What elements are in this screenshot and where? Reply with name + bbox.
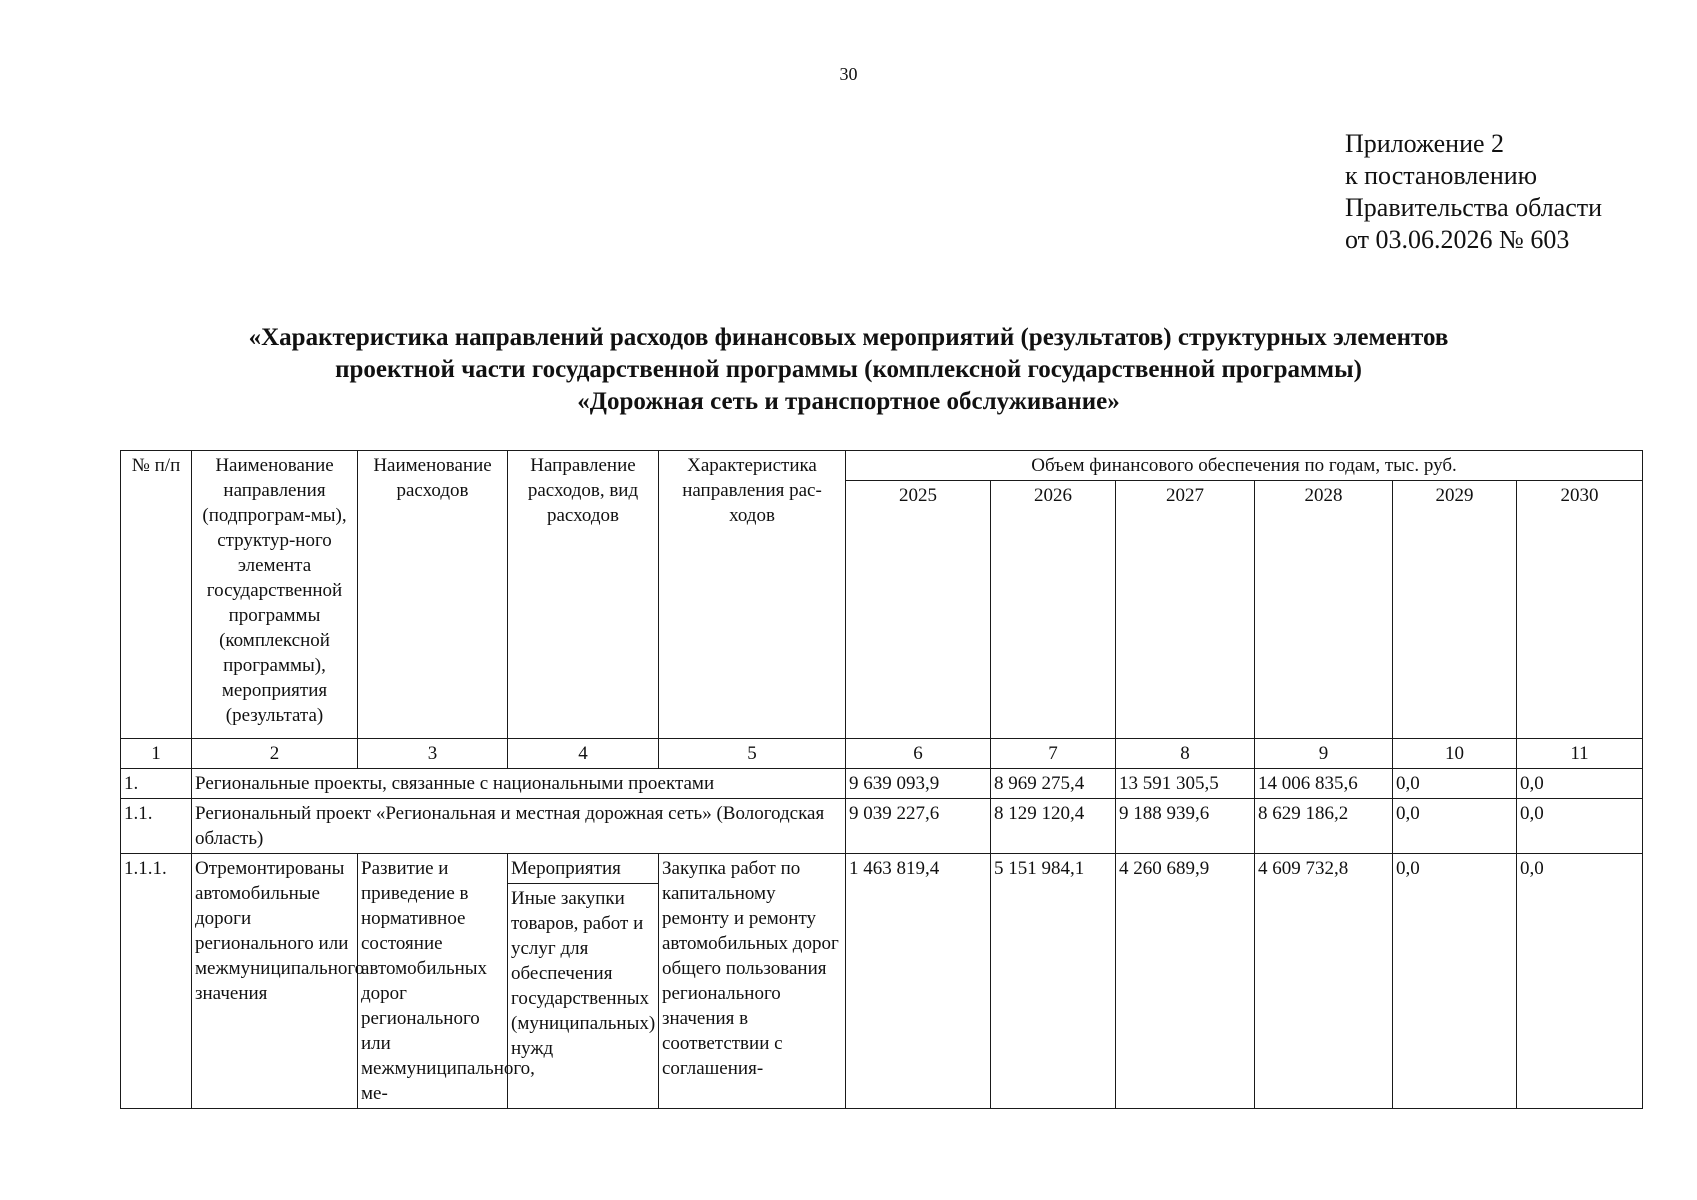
row-value: 13 591 305,5 — [1116, 769, 1255, 799]
appendix-line: Приложение 2 — [1345, 129, 1505, 158]
header-funding-group: Объем финансового обеспечения по годам, тыс. руб. — [846, 451, 1643, 481]
row-value: 8 629 186,2 — [1255, 799, 1393, 854]
title-line: «Дорожная сеть и транспортное обслуживание» — [577, 388, 1120, 415]
appendix-block — [1345, 128, 1602, 256]
column-number: 4 — [508, 739, 659, 769]
column-number: 9 — [1255, 739, 1393, 769]
row-value: 14 006 835,6 — [1255, 769, 1393, 799]
column-number: 3 — [358, 739, 508, 769]
row-value: 0,0 — [1393, 769, 1517, 799]
row-value: 9 039 227,6 — [846, 799, 991, 854]
row-value: 0,0 — [1393, 854, 1517, 1109]
row-value: 0,0 — [1517, 854, 1643, 1109]
row-characteristic: Закупка работ по капитальному ремонту и ремонту автомобильных дорог общего пользования регионального значения в соответствии с соглашения- — [659, 854, 846, 1109]
column-number-row — [121, 739, 1643, 769]
table-row — [121, 799, 1643, 854]
row-number: 1.1.1. — [121, 854, 192, 1109]
row-value: 0,0 — [1393, 799, 1517, 854]
row-name: Региональный проект «Региональная и местная дорожная сеть» (Вологодская область) — [192, 799, 846, 854]
column-number: 8 — [1116, 739, 1255, 769]
header-row-1 — [121, 451, 1643, 481]
column-number: 11 — [1517, 739, 1643, 769]
header-year: 2028 — [1255, 481, 1393, 739]
row-name: Отремонтированы автомобильные дороги регионального или межмуниципального значения — [192, 854, 358, 1109]
table-row — [121, 854, 1643, 1109]
row-value: 0,0 — [1517, 769, 1643, 799]
header-year: 2029 — [1393, 481, 1517, 739]
appendix-line: к постановлению — [1345, 161, 1538, 190]
row-value: 9 639 093,9 — [846, 769, 991, 799]
title-line: «Характеристика направлений расходов финансовых мероприятий (результатов) структурных элементов — [248, 324, 1449, 351]
header-year: 2030 — [1517, 481, 1643, 739]
direction-type: Мероприятия — [508, 854, 658, 884]
header-year: 2027 — [1116, 481, 1255, 739]
header-characteristic: Характеристика направления рас-ходов — [659, 451, 846, 739]
column-number: 6 — [846, 739, 991, 769]
column-number: 5 — [659, 739, 846, 769]
column-number: 7 — [991, 739, 1116, 769]
column-number: 2 — [192, 739, 358, 769]
appendix-line: от 03.06.2026 № 603 — [1345, 225, 1570, 254]
header-year: 2026 — [991, 481, 1116, 739]
title-line: проектной части государственной программы (комплексной государственной программы) — [335, 356, 1362, 383]
row-value: 0,0 — [1517, 799, 1643, 854]
column-number: 10 — [1393, 739, 1517, 769]
appendix-line: Правительства области — [1345, 193, 1603, 222]
header-num: № п/п — [121, 451, 192, 739]
expenses-table — [120, 450, 1643, 1109]
table-row — [121, 769, 1643, 799]
row-value: 8 969 275,4 — [991, 769, 1116, 799]
header-direction-name: Наименование направления (подпрограм-мы), структур-ного элемента государственной программы (комплексной программы), мероприятия (результата) — [192, 451, 358, 739]
row-value: 4 609 732,8 — [1255, 854, 1393, 1109]
row-value: 5 151 984,1 — [991, 854, 1116, 1109]
row-expense-name: Развитие и приведение в нормативное состояние автомобильных дорог регионального или межмуниципального, ме- — [358, 854, 508, 1109]
page-number: 30 — [839, 64, 858, 84]
row-number: 1.1. — [121, 799, 192, 854]
column-number: 1 — [121, 739, 192, 769]
row-value: 9 188 939,6 — [1116, 799, 1255, 854]
header-year: 2025 — [846, 481, 991, 739]
row-value: 4 260 689,9 — [1116, 854, 1255, 1109]
expense-type: Иные закупки товаров, работ и услуг для обеспечения государственных (муниципальных) нужд — [511, 888, 656, 1059]
header-expense-direction: Направление расходов, вид расходов — [508, 451, 659, 739]
header-expense-name: Наименование расходов — [358, 451, 508, 739]
document-title — [0, 322, 1697, 418]
row-value: 1 463 819,4 — [846, 854, 991, 1109]
row-name: Региональные проекты, связанные с национальными проектами — [192, 769, 846, 799]
row-number: 1. — [121, 769, 192, 799]
row-value: 8 129 120,4 — [991, 799, 1116, 854]
